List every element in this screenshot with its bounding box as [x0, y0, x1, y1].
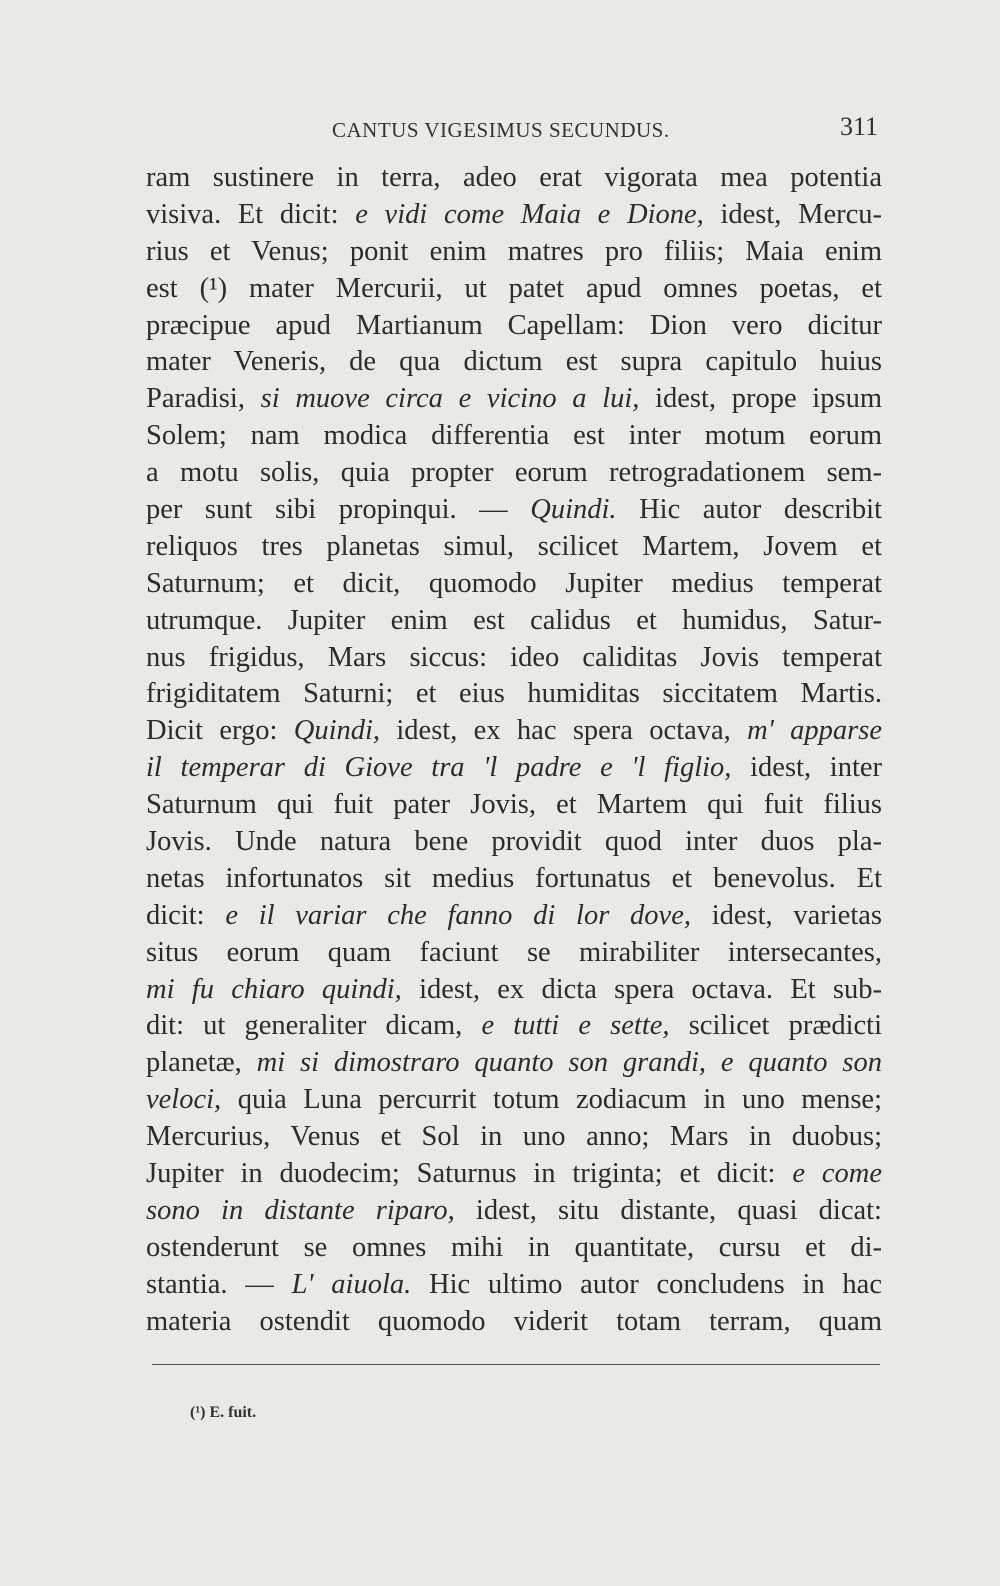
- text-line: [146, 1045, 882, 1082]
- text-line: [146, 1193, 882, 1230]
- text-segment: nus frigidus, Mars siccus: ideo caliditas Jovis temperat: [146, 641, 882, 673]
- text-segment: frigiditatem Saturni; et eius humiditas siccitatem Martis.: [146, 678, 882, 710]
- text-segment: materia ostendit quomodo viderit totam terram, quam: [146, 1305, 882, 1337]
- footnote-divider: [152, 1364, 880, 1365]
- text-segment: Mercurius, Venus et Sol in uno anno; Mars in duobus;: [146, 1121, 882, 1153]
- italic-quote: e vidi come Maia e Dione,: [355, 198, 704, 230]
- text-line: [146, 418, 882, 455]
- footnote: (¹) E. fuit.: [190, 1404, 257, 1421]
- italic-quote: sono in distante riparo,: [146, 1194, 455, 1226]
- text-segment: est (¹) mater Mercurii, ut patet apud omnes poetas, et: [146, 272, 882, 304]
- italic-quote: si muove circa e vicino a lui,: [260, 383, 640, 415]
- text-line: [146, 1119, 882, 1156]
- italic-quote: Quindi,: [293, 715, 381, 747]
- text-line: [146, 1156, 882, 1193]
- text-segment: idest, Mercu-: [703, 198, 882, 230]
- text-line: [146, 676, 882, 713]
- text-segment: Paradisi,: [146, 383, 261, 415]
- italic-quote: mi fu chiaro quindi,: [146, 973, 402, 1005]
- text-line: [146, 234, 882, 271]
- text-line: [146, 1304, 882, 1341]
- text-segment: mater Veneris, de qua dictum est supra capitulo huius: [146, 346, 882, 378]
- text-segment: idest, inter: [731, 752, 882, 784]
- body-text: [146, 160, 882, 1341]
- text-segment: idest, prope ipsum: [639, 383, 882, 415]
- text-segment: Hic ultimo autor concludens in hac: [411, 1268, 882, 1300]
- text-segment: Jovis. Unde natura bene providit quod inter duos pla-: [146, 826, 882, 858]
- text-line: [146, 713, 882, 750]
- text-line: [146, 566, 882, 603]
- text-segment: ram sustinere in terra, adeo erat vigorata mea potentia: [146, 162, 882, 193]
- text-segment: reliquos tres planetas simul, scilicet Martem, Jovem et: [146, 530, 882, 562]
- italic-quote: e tutti e sette,: [481, 1010, 670, 1042]
- text-line: [146, 640, 882, 677]
- text-line: [146, 381, 882, 418]
- page-header: [146, 112, 882, 152]
- text-segment: per sunt sibi propinqui. —: [146, 494, 531, 526]
- text-segment: dit: ut generaliter dicam,: [146, 1010, 482, 1042]
- text-line: [146, 529, 882, 566]
- text-segment: idest, situ distante, quasi dicat:: [454, 1194, 882, 1226]
- text-segment: Saturnum qui fuit pater Jovis, et Martem qui fuit filius: [146, 789, 882, 821]
- text-segment: idest, ex dicta spera octava. Et sub-: [401, 973, 882, 1005]
- text-segment: situs eorum quam faciunt se mirabiliter intersecantes,: [146, 936, 882, 968]
- text-segment: Solem; nam modica differentia est inter motum eorum: [146, 420, 882, 452]
- text-line: [146, 861, 882, 898]
- italic-quote: m' apparse: [747, 715, 882, 747]
- text-segment: stantia. —: [146, 1268, 292, 1300]
- italic-quote: mi si dimostraro quanto son grandi, e quanto son: [256, 1047, 882, 1079]
- text-line: [146, 787, 882, 824]
- text-segment: dicit:: [146, 899, 226, 931]
- italic-quote: L' aiuola.: [291, 1268, 412, 1300]
- text-segment: a motu solis, quia propter eorum retrogradationem sem-: [146, 457, 882, 489]
- text-line: [146, 455, 882, 492]
- text-line: [146, 935, 882, 972]
- italic-quote: e come: [792, 1158, 882, 1190]
- text-segment: Hic autor describit: [616, 494, 882, 526]
- text-line: [146, 824, 882, 861]
- text-line: [146, 1267, 882, 1304]
- text-line: [146, 750, 882, 787]
- page-number: 311: [839, 112, 878, 141]
- text-line: [146, 197, 882, 234]
- italic-quote: e il variar che fanno di lor dove,: [225, 899, 691, 931]
- text-segment: netas infortunatos sit medius fortunatus et benevolus. Et: [146, 862, 882, 894]
- text-line: [146, 603, 882, 640]
- text-segment: Jupiter in duodecim; Saturnus in triginta; et dicit:: [146, 1158, 793, 1190]
- text-segment: rius et Venus; ponit enim matres pro filiis; Maia enim: [146, 235, 882, 267]
- text-line: [146, 1082, 882, 1119]
- text-segment: idest, ex hac spera octava,: [380, 715, 748, 747]
- text-line: [146, 1008, 882, 1045]
- text-segment: Saturnum; et dicit, quomodo Jupiter medius temperat: [146, 567, 882, 599]
- text-segment: planetæ,: [146, 1047, 257, 1079]
- running-head: CANTUS VIGESIMUS SECUNDUS.: [332, 118, 670, 142]
- text-line: [146, 160, 882, 197]
- text-segment: Dicit ergo:: [146, 715, 294, 747]
- text-line: [146, 271, 882, 308]
- text-line: [146, 492, 882, 529]
- text-line: [146, 898, 882, 935]
- text-segment: quia Luna percurrit totum zodiacum in uno mense;: [221, 1084, 882, 1116]
- text-segment: scilicet prædicti: [669, 1010, 882, 1042]
- text-line: [146, 1230, 882, 1267]
- text-segment: idest, varietas: [690, 899, 882, 931]
- italic-quote: veloci,: [146, 1084, 222, 1116]
- italic-quote: il temperar di Giove tra 'l padre e 'l figlio,: [146, 752, 732, 784]
- text-line: [146, 344, 882, 381]
- text-segment: visiva. Et dicit:: [146, 198, 356, 230]
- text-line: [146, 308, 882, 345]
- text-segment: ostenderunt se omnes mihi in quantitate, cursu et di-: [146, 1231, 882, 1263]
- text-segment: præcipue apud Martianum Capellam: Dion vero dicitur: [146, 309, 882, 341]
- italic-quote: Quindi.: [530, 494, 617, 526]
- text-segment: utrumque. Jupiter enim est calidus et humidus, Satur-: [146, 604, 882, 636]
- text-line: [146, 972, 882, 1009]
